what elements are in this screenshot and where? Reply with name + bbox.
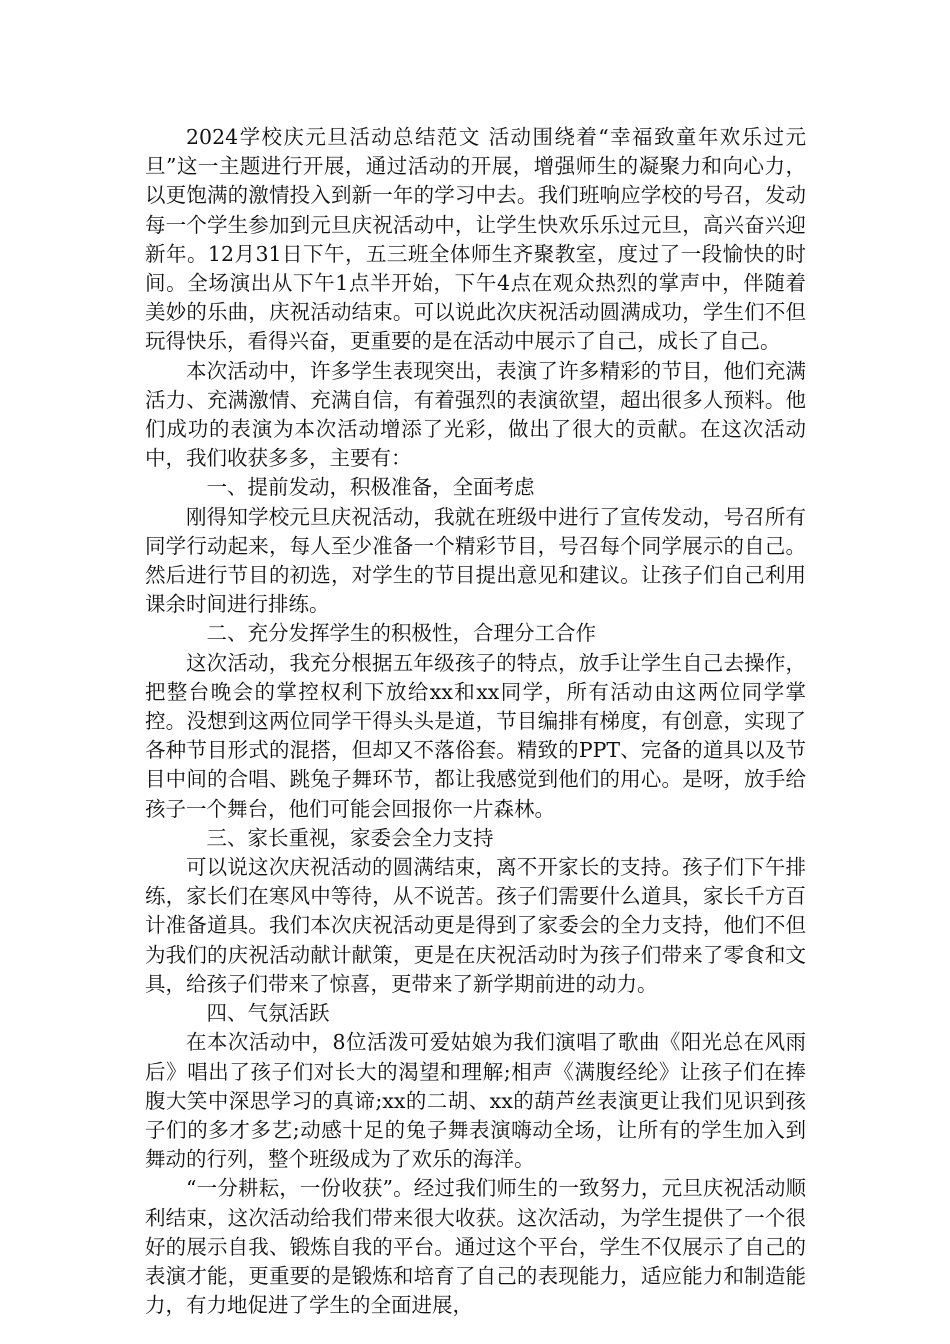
intro-paragraph: 2024学校庆元旦活动总结范文 活动围绕着“幸福致童年欢乐过元旦”这一主题进行开展，通过活动的开展，增强师生的凝聚力和向心力，以更饱满的激情投入到新一年的学习中去。我们班响应学校的号召，发动每一个学生参加到元旦庆祝活动中，让学生快欢乐乐过元旦，高兴奋兴迎新年。12月31日下午，五三班全体师生齐聚教室，度过了一段愉快的时间。全场演出从下午1点半开始，下午4点在观众热烈的掌声中，伴随着美妙的乐曲，庆祝活动结束。可以说此次庆祝活动圆满成功，学生们不但玩得快乐，看得兴奋，更重要的是在活动中展示了自己，成长了自己。 xyxy=(145,125,806,354)
closing-paragraph: “一分耕耘，一份收获”。经过我们师生的一致努力，元旦庆祝活动顺利结束，这次活动给我们带来很大收获。这次活动，为学生提供了一个很好的展示自我、锻炼自我的平台。通过这个平台，学生不仅展示了自己的表演才能，更重要的是锻炼和培育了自己的表现能力，适应能力和制造能力，有力地促进了学生的全面进展， xyxy=(145,1176,806,1318)
section-heading-1: 一、提前发动，积极准备，全面考虑 xyxy=(206,475,535,500)
section-paragraph-2: 这次活动，我充分根据五年级孩子的特点，放手让学生自己去操作，把整台晚会的掌控权利下放给xx和xx同学，所有活动由这两位同学掌控。没想到这两位同学干得头头是道，节目编排有梯度，有创意，实现了各种节目形式的混搭，但却又不落俗套。精致的PPT、完备的道具以及节目中间的合唱、跳兔子舞环节，都让我感觉到他们的用心。是呀，放手给孩子一个舞台，他们可能会回报你一片森林。 xyxy=(145,650,806,821)
section-heading-3: 三、家长重视，家委会全力支持 xyxy=(206,825,494,850)
section-paragraph-3: 可以说这次庆祝活动的圆满结束，离不开家长的支持。孩子们下午排练，家长们在寒风中等待，从不说苦。孩子们需要什么道具，家长千方百计准备道具。我们本次庆祝活动更是得到了家委会的全力支持，他们不但为我们的庆祝活动献计献策，更是在庆祝活动时为孩子们带来了零食和文具，给孩子们带来了惊喜，更带来了新学期前进的动力。 xyxy=(145,855,806,996)
section-paragraph-4: 在本次活动中，8位活泼可爱姑娘为我们演唱了歌曲《阳光总在风雨后》唱出了孩子们对长大的渴望和理解;相声《满腹经纶》让孩子们在捧腹大笑中深思学习的真谛;xx的二胡、xx的葫芦丝表演更让我们见识到孩子们的多才多艺;动感十足的兔子舞表演嗨动全场，让所有的学生加入到舞动的行列，整个班级成为了欢乐的海洋。 xyxy=(145,1030,806,1172)
section-paragraph-1: 刚得知学校元旦庆祝活动，我就在班级中进行了宣传发动，号召所有同学行动起来，每人至少准备一个精彩节目，号召每个同学展示的自己。然后进行节目的初选，对学生的节目提出意见和建议。让孩子们自己利用课余时间进行排练。 xyxy=(145,504,806,617)
summary-paragraph: 本次活动中，许多学生表现突出，表演了许多精彩的节目，他们充满活力、充满激情、充满自信，有着强烈的表演欲望，超出很多人预料。他们成功的表演为本次活动增添了光彩，做出了很大的贡献。在这次活动中，我们收获多多，主要有： xyxy=(145,358,806,471)
document-body xyxy=(145,123,806,1320)
section-heading-4: 四、气氛活跃 xyxy=(206,1001,330,1026)
section-heading-2: 二、充分发挥学生的积极性，合理分工合作 xyxy=(206,621,596,646)
